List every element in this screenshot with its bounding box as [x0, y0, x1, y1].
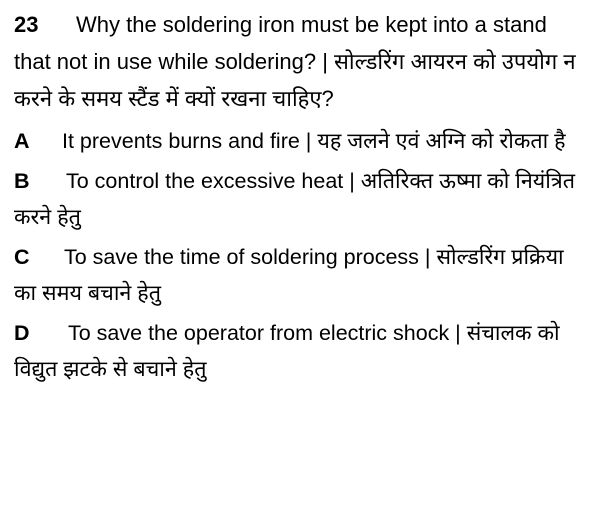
- option-letter: A: [14, 129, 30, 153]
- option-a[interactable]: [14, 123, 586, 159]
- option-text: To control the excessive heat | अतिरिक्त ऊष्मा को नियंत्रित करने हेतु: [14, 169, 575, 229]
- option-b[interactable]: [14, 163, 586, 235]
- question-card: [14, 6, 586, 391]
- option-text: It prevents burns and fire | यह जलने एवं अग्नि को रोकता है: [62, 129, 566, 153]
- question-number: 23: [14, 12, 39, 37]
- option-letter: B: [14, 169, 30, 193]
- option-text: To save the time of soldering process | सोल्डरिंग प्रक्रिया का समय बचाने हेतु: [14, 245, 564, 305]
- option-c[interactable]: [14, 239, 586, 311]
- question-text: Why the soldering iron must be kept into a stand that not in use while soldering? | सोल्डरिंग आयरन को उपयोग न करने के समय स्टैंड में क्यों रखना चाहिए?: [14, 12, 576, 111]
- option-text: To save the operator from electric shock | संचालक को विद्युत झटके से बचाने हेतु: [14, 321, 560, 381]
- question: [14, 6, 586, 117]
- option-letter: D: [14, 321, 30, 345]
- option-letter: C: [14, 245, 30, 269]
- option-d[interactable]: [14, 315, 586, 387]
